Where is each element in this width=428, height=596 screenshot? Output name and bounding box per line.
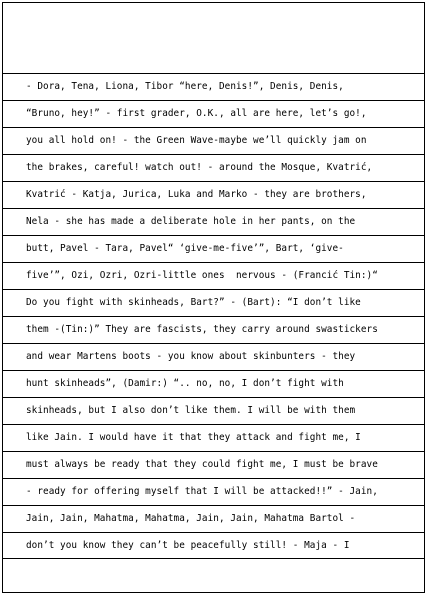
line-text: like Jain. I would have it that they attack and fight me, I <box>26 432 361 443</box>
line-text: don’t you know they can’t be peacefully still! - Maja - I <box>26 540 350 551</box>
line-text: Nela - she has made a deliberate hole in her pants, on the <box>26 216 356 227</box>
text-line <box>3 316 424 343</box>
text-line <box>3 262 424 289</box>
line-text: five’”, Ozi, Ozri, Ozri-little ones nervous - (Francić Tin:)“ <box>26 270 378 281</box>
text-line <box>3 505 424 532</box>
text-line <box>3 127 424 154</box>
line-text: the brakes, careful! watch out! - around the Mosque, Kvatrić, <box>26 162 373 173</box>
line-text: Kvatrić - Katja, Jurica, Luka and Marko - they are brothers, <box>26 189 367 200</box>
line-text: hunt skinheads”, (Damir:) “.. no, no, I don’t fight with <box>26 378 344 389</box>
text-line <box>3 343 424 370</box>
text-line <box>3 451 424 478</box>
ruled-page <box>2 2 425 593</box>
text-line <box>3 235 424 262</box>
line-text: “Bruno, hey!” - first grader, O.K., all are here, let’s go!, <box>26 108 367 119</box>
text-line <box>3 73 424 100</box>
text-line <box>3 181 424 208</box>
line-text: - Dora, Tena, Liona, Tibor “here, Denis!”, Denis, Denis, <box>26 81 344 92</box>
text-line <box>3 532 424 559</box>
text-line <box>3 370 424 397</box>
text-line <box>3 424 424 451</box>
line-text: Jain, Jain, Mahatma, Mahatma, Jain, Jain, Mahatma Bartol - <box>26 513 356 524</box>
text-line <box>3 154 424 181</box>
line-text: must always be ready that they could fight me, I must be brave <box>26 459 378 470</box>
text-line <box>3 208 424 235</box>
line-text: skinheads, but I also don’t like them. I will be with them <box>26 405 356 416</box>
line-text: you all hold on! - the Green Wave-maybe we’ll quickly jam on <box>26 135 367 146</box>
line-text: and wear Martens boots - you know about skinbunters - they <box>26 351 356 362</box>
text-line <box>3 100 424 127</box>
text-line <box>3 289 424 316</box>
text-line <box>3 478 424 505</box>
line-text: butt, Pavel - Tara, Pavel“ ‘give-me-five’”, Bart, ‘give- <box>26 243 344 254</box>
line-text: Do you fight with skinheads, Bart?” - (Bart): “I don’t like <box>26 297 361 308</box>
line-text: them -(Tin:)” They are fascists, they carry around swastickers <box>26 324 378 335</box>
text-lines <box>3 73 424 559</box>
text-line <box>3 397 424 424</box>
line-text: - ready for offering myself that I will be attacked!!” - Jain, <box>26 486 378 497</box>
